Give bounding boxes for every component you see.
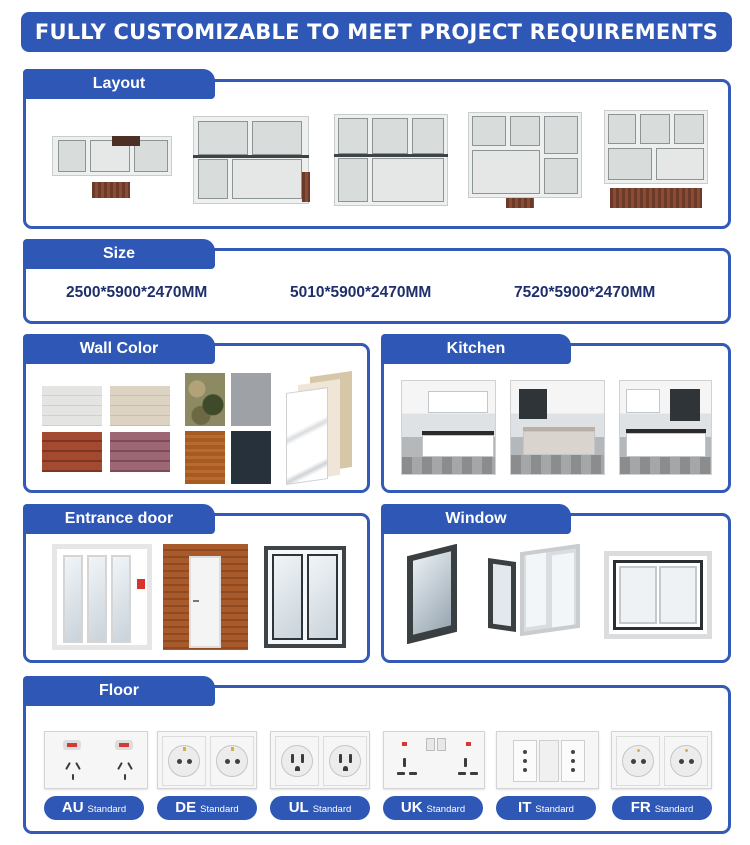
- entrance-door-tab: [23, 504, 215, 534]
- fr-standard-word: Standard: [654, 804, 694, 815]
- wall-swatch-white-panel: [42, 386, 102, 426]
- de-standard-word: Standard: [200, 804, 239, 815]
- layout-tab: [23, 69, 215, 99]
- ul-standard-code: UL: [288, 799, 309, 816]
- window-image-2: [484, 544, 584, 636]
- uk-socket-image: [383, 731, 485, 789]
- wall-swatch-red-brick: [42, 432, 102, 472]
- de-standard-code: DE: [175, 799, 197, 816]
- door-image-2: [163, 544, 248, 650]
- ul-standard-badge: [270, 796, 370, 820]
- ul-standard-word: Standard: [312, 804, 352, 815]
- kitchen-tab: [381, 334, 571, 364]
- wall-swatch-dark-slate: [231, 431, 271, 484]
- layout-image-2: [190, 112, 315, 208]
- kitchen-image-1: [401, 380, 496, 475]
- de-socket-image: [157, 731, 257, 789]
- size-option-1: 2500*5900*2470MM: [66, 284, 208, 301]
- floor-tab: [23, 676, 215, 706]
- au-standard-code: AU: [61, 799, 84, 816]
- wall-swatch-marble-stack: [284, 374, 354, 484]
- it-standard-code: IT: [518, 799, 532, 816]
- layout-image-5: [602, 108, 710, 212]
- fr-socket-image: [611, 731, 712, 789]
- page-title-banner: [21, 12, 732, 52]
- wall-swatch-beige-texture: [110, 386, 170, 426]
- fr-standard-code: FR: [630, 799, 651, 816]
- window-tab: [381, 504, 571, 534]
- window-image-1: [403, 544, 465, 644]
- size-label: Size: [102, 245, 135, 262]
- floor-label: Floor: [99, 682, 139, 699]
- kitchen-image-3: [619, 380, 712, 475]
- de-standard-badge: [157, 796, 257, 820]
- it-standard-badge: [496, 796, 596, 820]
- size-option-2: 5010*5900*2470MM: [290, 284, 432, 301]
- wall-swatch-light-gray: [231, 373, 271, 426]
- wall-swatch-wood-grain: [185, 431, 225, 484]
- wall-color-label: Wall Color: [79, 340, 159, 357]
- kitchen-label: Kitchen: [446, 340, 506, 357]
- window-image-3: [604, 551, 712, 639]
- entrance-door-label: Entrance door: [64, 510, 174, 527]
- au-standard-word: Standard: [87, 804, 127, 815]
- fr-standard-badge: [612, 796, 712, 820]
- au-standard-badge: [44, 796, 144, 820]
- wall-swatch-camouflage: [185, 373, 225, 426]
- wall-swatch-purple-brick: [110, 432, 170, 472]
- door-image-3: [262, 544, 348, 650]
- size-tab: [23, 239, 215, 269]
- window-label: Window: [445, 510, 507, 527]
- ul-socket-image: [270, 731, 370, 789]
- layout-image-3: [332, 112, 450, 208]
- layout-label: Layout: [92, 75, 146, 92]
- layout-image-1: [50, 130, 175, 200]
- it-standard-word: Standard: [535, 804, 574, 815]
- page-title: FULLY CUSTOMIZABLE TO MEET PROJECT REQUIREMENTS: [34, 20, 719, 44]
- door-image-1: [52, 544, 152, 650]
- wall-color-tab: [23, 334, 215, 364]
- uk-standard-word: Standard: [426, 804, 466, 815]
- layout-image-4: [466, 110, 584, 210]
- au-socket-image: [44, 731, 148, 789]
- it-socket-image: [496, 731, 599, 789]
- kitchen-image-2: [510, 380, 605, 475]
- uk-standard-badge: [383, 796, 483, 820]
- size-option-3: 7520*5900*2470MM: [514, 284, 656, 301]
- uk-standard-code: UK: [400, 799, 423, 816]
